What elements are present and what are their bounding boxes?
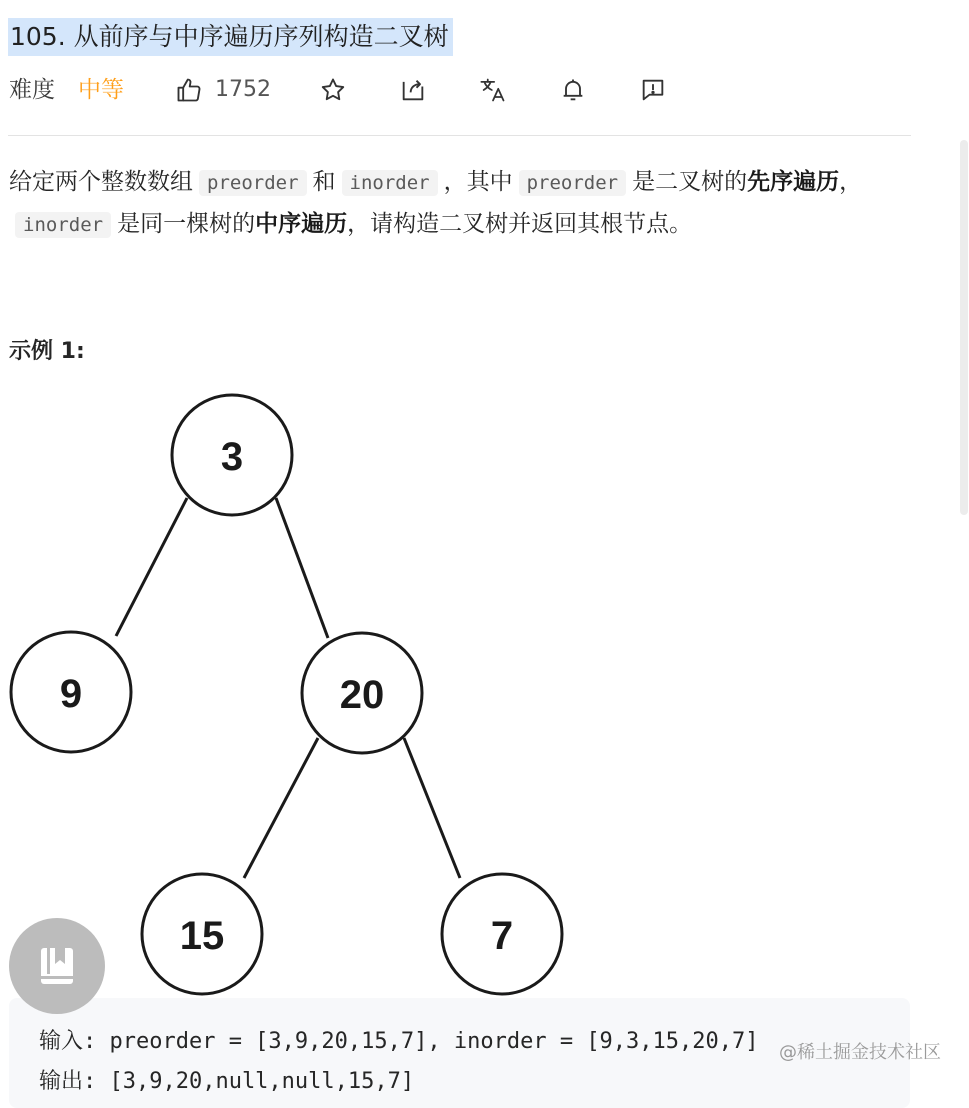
desc-text: ， xyxy=(839,169,863,195)
tree-node-label: 20 xyxy=(339,673,385,717)
book-icon xyxy=(9,918,105,1014)
difficulty-label: 难度 xyxy=(9,77,55,103)
binary-tree-diagram xyxy=(0,380,580,1000)
desc-text: ，请构造二叉树并返回其根节点。 xyxy=(347,211,693,237)
tree-edge xyxy=(276,498,328,638)
desc-text: 给定两个整数数组 xyxy=(9,169,193,195)
star-icon[interactable] xyxy=(319,76,347,104)
inline-code-preorder: preorder xyxy=(519,170,627,196)
example-input-line: 输入: preorder = [3,9,20,15,7], inorder = [9,3,15,20,7] xyxy=(39,1029,759,1054)
inline-code-inorder: inorder xyxy=(15,212,111,238)
thumbs-up-icon[interactable] xyxy=(175,76,203,104)
tree-edge xyxy=(116,498,187,636)
desc-text: 和 xyxy=(312,169,336,195)
problem-meta-toolbar xyxy=(0,70,911,110)
feedback-icon[interactable] xyxy=(639,76,667,104)
tree-node-label: 15 xyxy=(179,914,225,958)
translate-icon[interactable] xyxy=(479,76,507,104)
tree-node-label: 9 xyxy=(59,672,83,716)
bold-preorder-traversal: 先序遍历 xyxy=(747,169,840,195)
example-code-block xyxy=(9,998,910,1108)
inline-code-inorder: inorder xyxy=(342,170,438,196)
tree-node-label: 7 xyxy=(490,914,514,958)
desc-text: 是同一棵树的 xyxy=(117,211,256,237)
notes-floating-button[interactable] xyxy=(9,918,105,1014)
problem-description xyxy=(9,162,909,246)
like-count: 1752 xyxy=(215,77,271,102)
desc-text: ，其中 xyxy=(443,169,513,195)
tree-edge xyxy=(404,738,460,878)
difficulty-badge: 中等 xyxy=(78,77,124,103)
bold-inorder-traversal: 中序遍历 xyxy=(255,211,348,237)
share-icon[interactable] xyxy=(399,76,427,104)
problem-title: 105. 从前序与中序遍历序列构造二叉树 xyxy=(8,18,453,56)
tree-edge xyxy=(244,738,318,878)
tree-node-label: 3 xyxy=(220,435,244,479)
scrollbar-thumb[interactable] xyxy=(960,140,968,515)
example-title: 示例 1: xyxy=(9,339,85,364)
inline-code-preorder: preorder xyxy=(199,170,307,196)
divider xyxy=(8,135,911,136)
watermark: @稀土掘金技术社区 xyxy=(779,1042,941,1063)
desc-text: 是二叉树的 xyxy=(632,169,748,195)
example-output-line: 输出: [3,9,20,null,null,15,7] xyxy=(39,1069,415,1094)
bell-icon[interactable] xyxy=(559,76,587,104)
